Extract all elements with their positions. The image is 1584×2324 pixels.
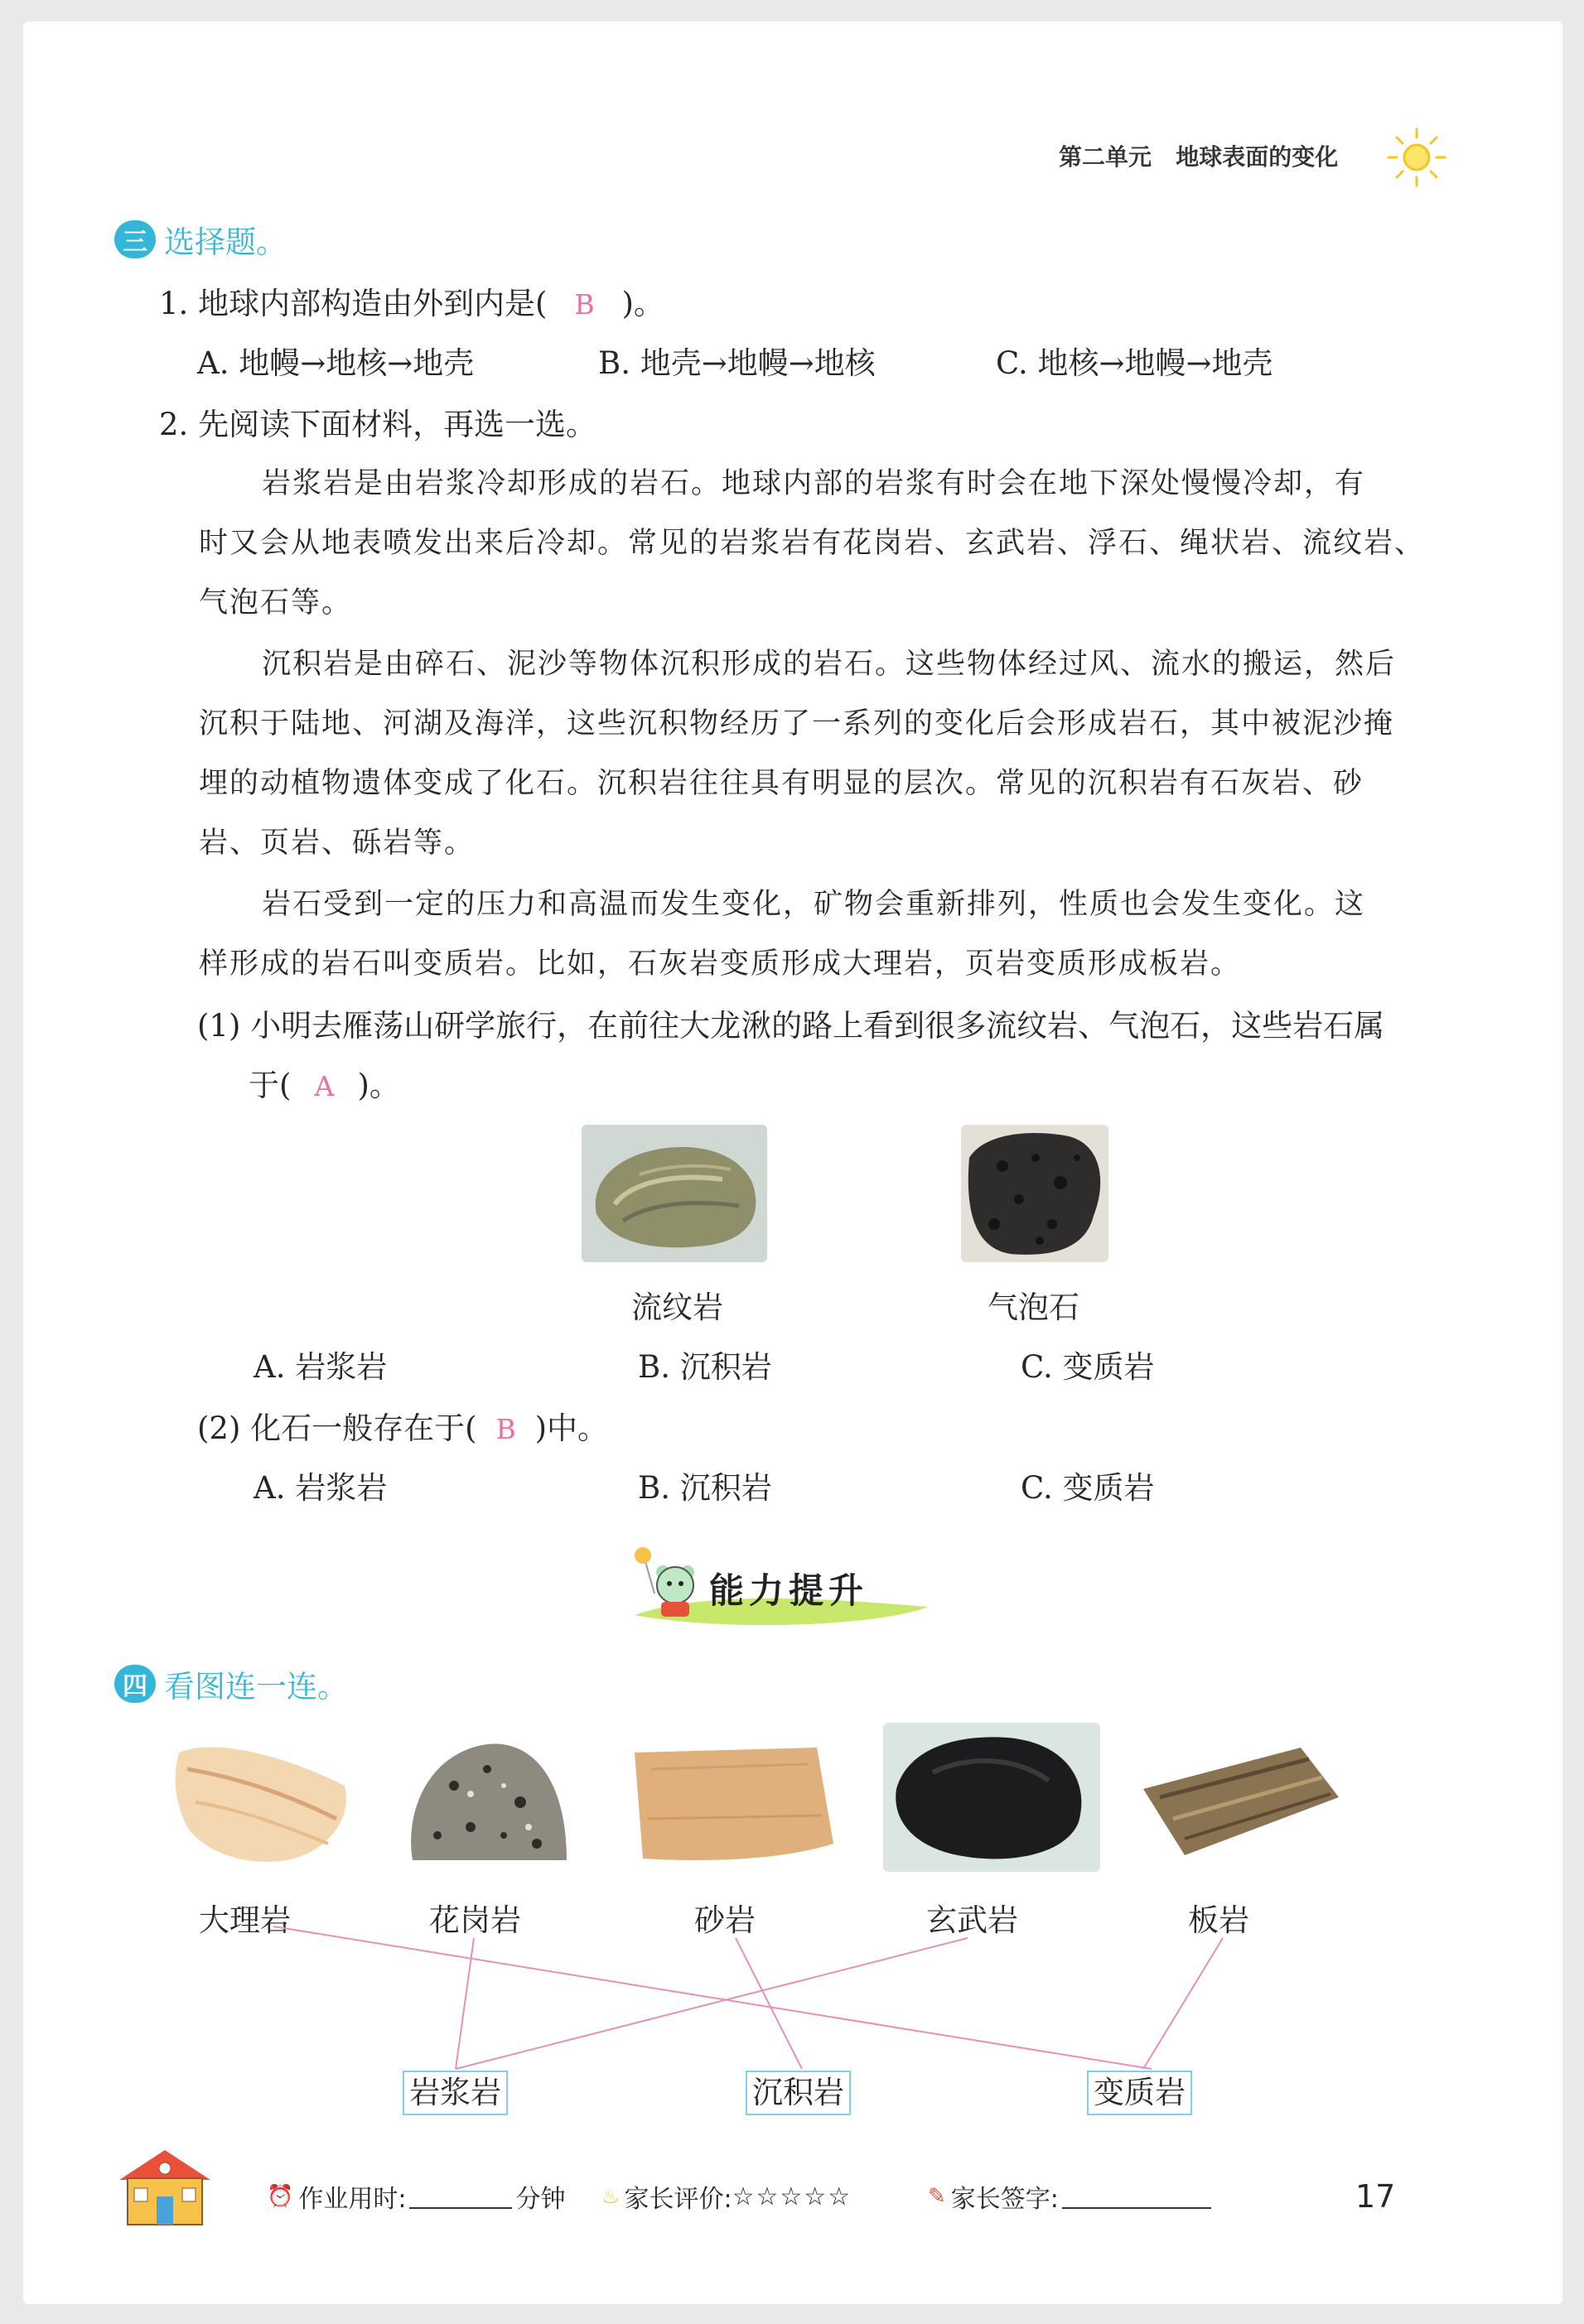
time-blank[interactable] [409, 2184, 512, 2209]
rock-label-granite: 花岗岩 [429, 1902, 521, 1938]
line-basalt-igneous [456, 1938, 968, 2069]
passage-line: 岩浆岩是由岩浆冷却形成的岩石。地球内部的岩浆有时会在地下深处慢慢冷却，有 [262, 467, 1366, 500]
time-label: 作业用时: [298, 2185, 407, 2214]
rock-label-marble: 大理岩 [199, 1902, 291, 1938]
line-marble-metamorphic [273, 1926, 1152, 2069]
q1-option-b: B. 地壳→地幔→地核 [598, 345, 876, 381]
rock-label-slate: 板岩 [1188, 1902, 1249, 1938]
section-3-title-text: 选择题。 [164, 224, 287, 260]
passage-line: 埋的动植物遗体变成了化石。沉积岩往往具有明显的层次。常见的沉积岩有石灰岩、砂 [199, 767, 1364, 800]
alarm-clock-icon: ⏰ [267, 2184, 294, 2209]
sign-blank[interactable] [1062, 2184, 1211, 2209]
passage-line: 岩、页岩、砾岩等。 [199, 827, 476, 860]
passage-line: 沉积于陆地、河湖及海洋，这些沉积物经历了一系列的变化后会形成岩石，其中被泥沙掩 [199, 707, 1395, 740]
line-slate-metamorphic [1143, 1938, 1223, 2069]
q1-answer: B [574, 288, 595, 321]
sub1-option-c: C. 变质岩 [1021, 1349, 1155, 1385]
footer-time [267, 2178, 565, 2215]
category-box-sedimentary: 沉积岩 [746, 2071, 851, 2115]
rock-label-basalt: 玄武岩 [926, 1902, 1018, 1938]
time-unit: 分钟 [515, 2185, 566, 2214]
category-box-igneous: 岩浆岩 [403, 2071, 508, 2115]
rock-label-sandstone: 砂岩 [694, 1902, 756, 1938]
flame-icon: ♨ [601, 2185, 620, 2208]
sub1-open: 于( [249, 1068, 292, 1103]
footer-rating [601, 2178, 852, 2215]
school-house-icon [111, 2138, 219, 2230]
q1-option-c: C. 地核→地幔→地壳 [996, 345, 1273, 381]
passage-line: 时又会从地表喷发出来后冷却。常见的岩浆岩有花岗岩、玄武岩、浮石、绳状岩、流纹岩、 [199, 527, 1426, 560]
passage-line: 沉积岩是由碎石、泥沙等物体沉积形成的岩石。这些物体经过风、流水的搬运，然后 [262, 648, 1397, 681]
sub2-open: (2) 化石一般存在于( [197, 1410, 477, 1446]
passage-line: 样形成的岩石叫变质岩。比如，石灰岩变质形成大理岩，页岩变质形成板岩。 [199, 947, 1242, 981]
footer-sign [928, 2178, 1211, 2215]
sub2-answer: B [495, 1413, 516, 1445]
sub1-line1: (1) 小明去雁荡山研学旅行，在前往大龙湫的路上看到很多流纹岩、气泡石，这些岩石属 [197, 1008, 1385, 1044]
section-4-title-text: 看图连一连。 [164, 1669, 348, 1704]
passage-line: 气泡石等。 [199, 586, 353, 620]
section-3-badge: 三 [114, 220, 156, 258]
sub1-option-b: B. 沉积岩 [638, 1349, 772, 1385]
pencil-icon: ✎ [928, 2184, 946, 2209]
caption-pumice: 气泡石 [988, 1290, 1079, 1325]
category-box-metamorphic: 变质岩 [1087, 2071, 1192, 2115]
banner-text: 能力提升 [709, 1570, 869, 1611]
sub2-option-c: C. 变质岩 [1021, 1470, 1155, 1506]
q1-option-a: A. 地幔→地核→地壳 [197, 345, 475, 381]
page-number: 17 [1355, 2178, 1396, 2215]
sub1-option-a: A. 岩浆岩 [254, 1349, 388, 1385]
rating-label: 家长评价: [624, 2185, 732, 2214]
sub1-close: )。 [357, 1068, 400, 1103]
rating-stars[interactable]: ☆☆☆☆☆ [732, 2182, 852, 2211]
q2-stem: 2. 先阅读下面材料，再选一选。 [159, 407, 597, 442]
unit-title: 地球表面的变化 [1176, 143, 1339, 171]
sub2-close: )中。 [534, 1410, 609, 1446]
sign-label: 家长签字: [950, 2185, 1059, 2214]
sub2-option-a: A. 岩浆岩 [254, 1470, 388, 1506]
sub2-option-b: B. 沉积岩 [638, 1470, 772, 1506]
q1-close: )。 [621, 286, 664, 321]
passage-line: 岩石受到一定的压力和高温而发生变化，矿物会重新排列，性质也会发生变化。这 [262, 888, 1366, 921]
unit-label: 第二单元 [1059, 143, 1152, 171]
caption-rhyolite: 流纹岩 [631, 1290, 723, 1325]
sub1-answer: A [314, 1070, 335, 1102]
section-4-badge: 四 [114, 1665, 156, 1703]
q1-stem: 1. 地球内部构造由外到内是( [159, 286, 548, 321]
